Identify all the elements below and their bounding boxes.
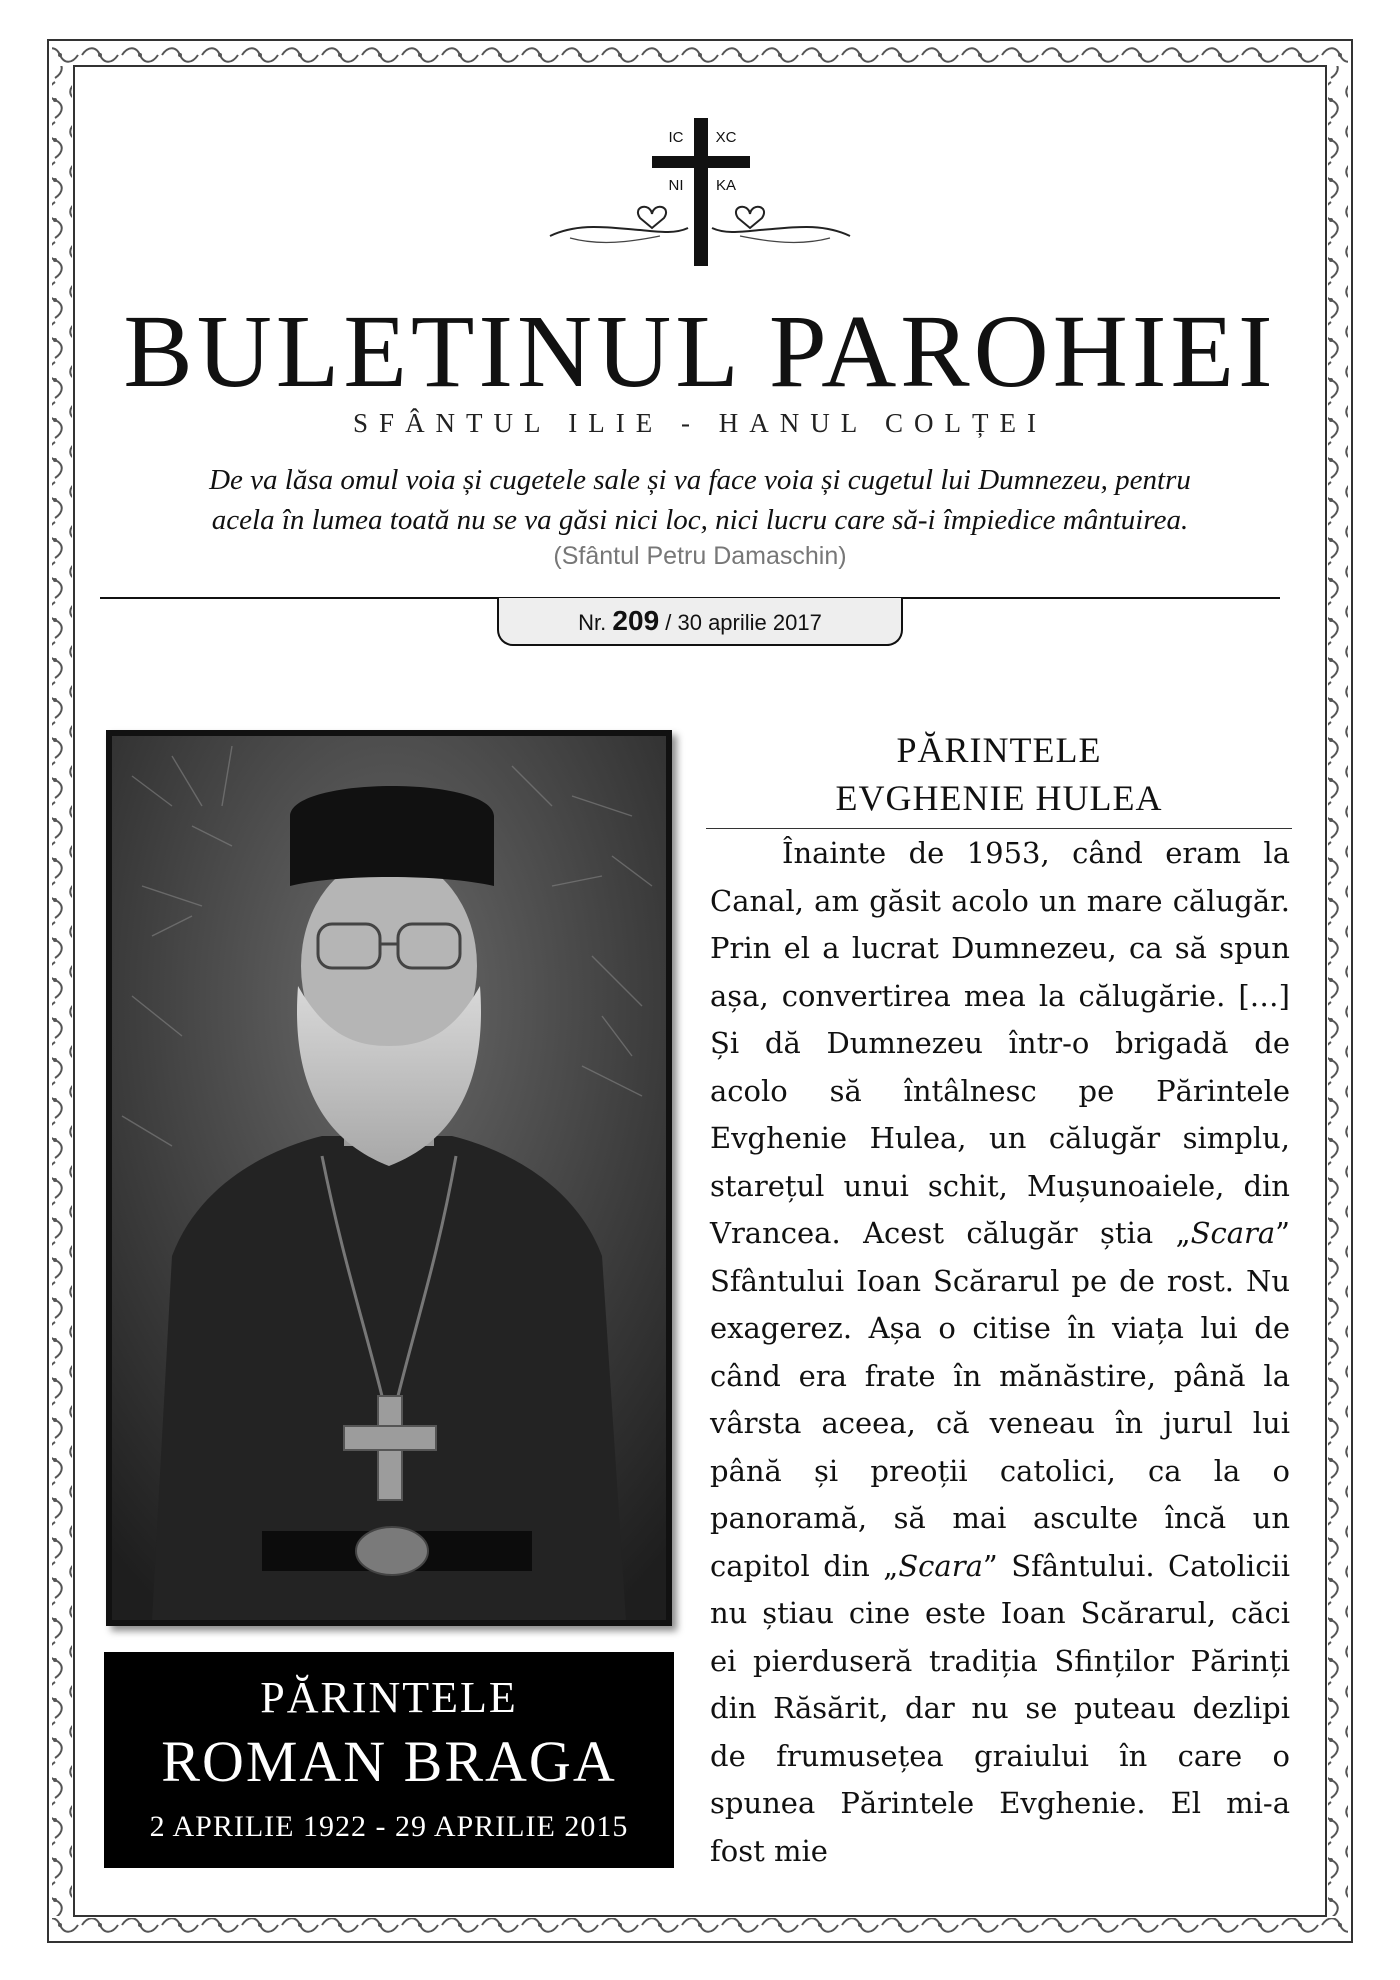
parish-subtitle: SFÂNTUL ILIE - HANUL COLȚEI <box>353 408 1047 438</box>
cross-icon <box>694 118 708 266</box>
article-text-1: Înainte de 1953, când eram la Canal, am găsit acolo un mare călugăr. Prin el a lucrat Dumnezeu, ca să spun așa, convertirea mea la călugărie. […] Și dă Dumnezeu într-o brigadă de acolo să întâlnesc pe Părintele Evghenie Hulea, un călugăr simplu, starețul unui schit, Mușunoaiele, din Vrancea. Acest călugăr știa „ <box>710 836 1290 1250</box>
article-title <box>706 726 1292 822</box>
caption-name: ROMAN BRAGA <box>161 1729 617 1794</box>
article-body <box>710 830 1290 1875</box>
quote-line-2: acela în lumea toată nu se va găsi nici loc, nici lucru care să-i împiedice mântuirea. <box>211 504 1189 536</box>
issue-date: / 30 aprilie 2017 <box>665 610 822 635</box>
article-title-line-2: EVGHENIE HULEA <box>835 778 1163 818</box>
quote-line-1: De va lăsa omul voia și cugetele sale și va face voia și cugetul lui Dumnezeu, pentru <box>209 464 1191 496</box>
article-text-scara-1: Scara <box>1190 1216 1276 1250</box>
cross-emblem <box>540 110 860 270</box>
issue-number: 209 <box>612 605 660 636</box>
flourish-left-icon <box>550 227 688 236</box>
article-text-2: ” Sfântului Ioan Scărarul pe de rost. Nu exagerez. Așa o citise în viața lui de când era frate în mănăstire, până la vârsta aceea, că veneau în jurul lui până și preoții catolici, ca la o panoramă, să mai asculte încă un capitol din „ <box>710 1216 1290 1583</box>
photo-caption <box>104 1652 674 1868</box>
caption-line-1: PĂRINTELE <box>260 1673 518 1722</box>
portrait-photo <box>106 730 672 1626</box>
flourish-right-icon <box>712 227 850 236</box>
article-title-divider <box>706 828 1292 829</box>
issue-badge <box>497 598 903 646</box>
opening-quote <box>110 460 1290 540</box>
cross-letter-ni: NI <box>668 177 684 194</box>
cross-letter-ka: KA <box>715 177 737 194</box>
caption-dates: 2 APRILIE 1922 - 29 APRILIE 2015 <box>149 1810 629 1843</box>
cross-letter-ic: IC <box>668 129 684 146</box>
issue-prefix: Nr. <box>578 610 607 635</box>
quote-source: (Sfântul Petru Damaschin) <box>553 542 847 570</box>
cross-letter-xc: XC <box>715 129 737 146</box>
article-text-3: ” Sfântului. Catolicii nu știau cine este Ioan Scărarul, căci ei pierduseră tradiția Sfinților Părinți din Răsărit, dar nu se puteau dezlipi de frumusețea graiului în care o spunea Părintele Evghenie. El mi-a fost mie <box>710 1548 1290 1868</box>
bulletin-title: BULETINUL PAROHIEI <box>123 294 1277 409</box>
article-text-scara-2: Scara <box>898 1548 983 1583</box>
article-title-line-1: PĂRINTELE <box>896 730 1102 770</box>
